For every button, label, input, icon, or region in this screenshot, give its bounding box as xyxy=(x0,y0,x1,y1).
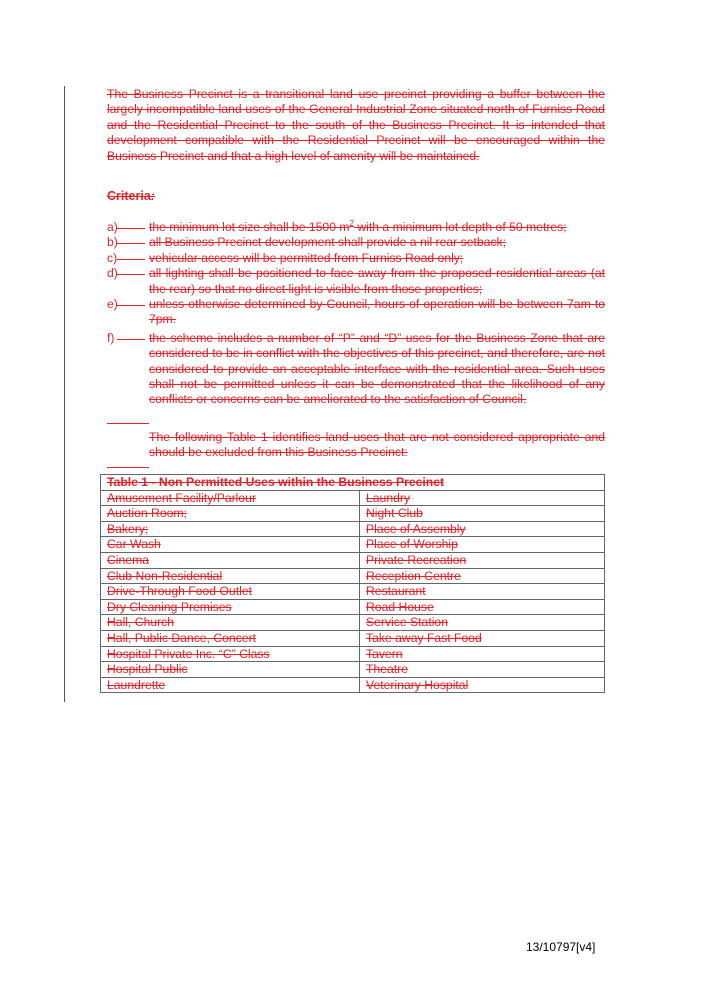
criteria-item-c xyxy=(107,251,605,266)
table-row xyxy=(101,662,605,678)
table-title: Table 1 - Non Permitted Uses within the Business Precinct xyxy=(101,475,605,491)
criteria-text: the minimum lot size shall be 1500 m xyxy=(149,220,350,234)
table-cell: Drive-Through Food Outlet xyxy=(101,584,360,600)
list-marker: d) xyxy=(107,266,149,281)
list-marker: e) xyxy=(107,297,149,312)
document-reference: 13/10797[v4] xyxy=(526,940,596,954)
superscript: 2 xyxy=(349,218,354,228)
criteria-heading xyxy=(107,189,155,203)
table-cell: Private Recreation xyxy=(360,552,605,568)
table-row xyxy=(101,615,605,631)
table-row xyxy=(101,677,605,693)
table-cell: Reception Centre xyxy=(360,568,605,584)
table-cell: Hall, Public Dance, Concert xyxy=(101,630,360,646)
table-row xyxy=(101,584,605,600)
table-row xyxy=(101,537,605,553)
table-cell: Club Non-Residential xyxy=(101,568,360,584)
deleted-tab-rule xyxy=(107,423,149,424)
list-marker: b) xyxy=(107,235,149,250)
criteria-text: with a minimum lot depth of 50 metres; xyxy=(353,220,567,234)
criteria-heading-text: Criteria xyxy=(107,189,151,203)
table-cell: Place of Worship xyxy=(360,537,605,553)
table-cell: Auction Room; xyxy=(101,506,360,522)
deleted-tab-rule xyxy=(107,467,149,468)
table-row xyxy=(101,552,605,568)
table-cell: Theatre xyxy=(360,662,605,678)
table-cell: Amusement Facility/Parlour xyxy=(101,490,360,506)
table-cell: Restaurant xyxy=(360,584,605,600)
table-row xyxy=(101,599,605,615)
criteria-item-b xyxy=(107,235,605,250)
table-cell: Take away Fast Food xyxy=(360,630,605,646)
criteria-text: vehicular access will be permitted from Furniss Road only; xyxy=(149,250,464,265)
table-row xyxy=(101,521,605,537)
change-bar xyxy=(64,86,65,702)
table-cell: Car Wash xyxy=(101,537,360,553)
table-row xyxy=(101,568,605,584)
criteria-item-f xyxy=(107,331,605,408)
table-cell: Hall, Church xyxy=(101,615,360,631)
criteria-colon: : xyxy=(150,189,155,203)
table-cell: Service Station xyxy=(360,615,605,631)
table-cell: Tavern xyxy=(360,646,605,662)
criteria-text: the scheme includes a number of “P” and “D” uses for the Business Zone that are considered to be in conflict with the objectives of this precinct, and therefore, are not considered to provide an acceptable interface with the residential area. Such uses shall not be permitted unless it can be demonstrated that the likelihood of any conflicts or concerns can be ameliorated to the satisfaction of Council. xyxy=(149,330,605,407)
criteria-item-d xyxy=(107,266,605,297)
intro-paragraph: The Business Precinct is a transitional land use precinct providing a buffer between the largely incompatible land uses of the General Industrial Zone situated north of Furniss Road and the Residential Precinct to the south of the Business Precinct. It is intended that development compatible with the Residential Precinct will be encouraged within the Business Precinct and that a high level of amenity will be maintained. xyxy=(107,87,605,163)
non-permitted-uses-table xyxy=(100,474,605,693)
table-row xyxy=(101,630,605,646)
table-cell: Veterinary Hospital xyxy=(360,677,605,693)
criteria-item-a xyxy=(107,220,605,235)
list-marker: f) xyxy=(107,331,149,346)
table-header-row xyxy=(101,475,605,491)
table-cell: Night Club xyxy=(360,506,605,522)
table-cell: Road House xyxy=(360,599,605,615)
list-marker: a) xyxy=(107,220,149,235)
list-marker: c) xyxy=(107,251,149,266)
table-cell: Cinema xyxy=(101,552,360,568)
table-intro: The following Table 1 identifies land uses that are not considered appropriate and should be excluded from this Business Precinct: xyxy=(149,430,605,460)
table-cell: Laundrette xyxy=(101,677,360,693)
table-cell: Place of Assembly xyxy=(360,521,605,537)
table-cell: Laundry xyxy=(360,490,605,506)
criteria-text: unless otherwise determined by Council, hours of operation will be between 7am to 7pm. xyxy=(149,297,605,327)
criteria-list xyxy=(107,220,605,408)
table-row xyxy=(101,506,605,522)
table-row xyxy=(101,646,605,662)
criteria-text: all Business Precinct development shall provide a nil rear setback; xyxy=(149,235,507,250)
table-cell: Dry Cleaning Premises xyxy=(101,599,360,615)
table-row xyxy=(101,490,605,506)
criteria-item-e xyxy=(107,297,605,328)
criteria-text: all lighting shall be positioned to face away from the proposed residential areas (at the rear) so that no direct light is visible from those properties; xyxy=(149,266,605,296)
table-cell: Hospital Private Inc. “C” Class xyxy=(101,646,360,662)
table-cell: Hospital Public xyxy=(101,662,360,678)
table-cell: Bakery; xyxy=(101,521,360,537)
